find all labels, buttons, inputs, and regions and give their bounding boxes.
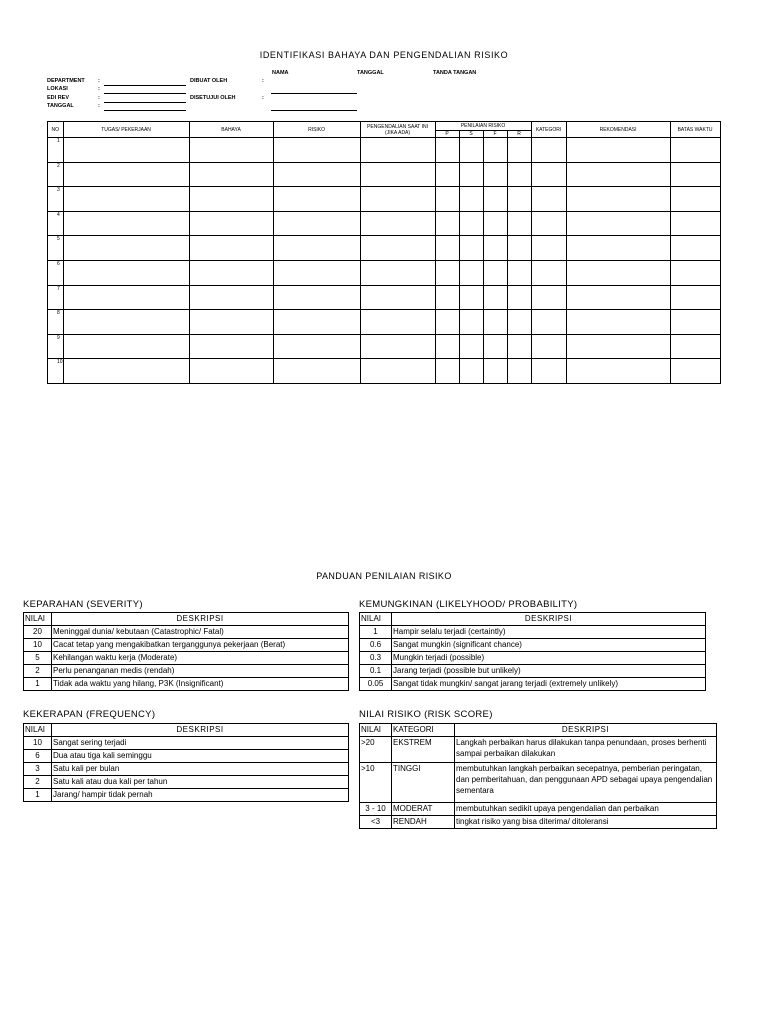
cell-s[interactable] — [459, 162, 483, 187]
frequency-col-deskripsi: DESKRIPSI — [52, 724, 349, 737]
severity-col-deskripsi: DESKRIPSI — [52, 613, 349, 626]
cell-pengendalian[interactable] — [360, 285, 435, 310]
cell-r[interactable] — [507, 334, 531, 359]
cell-r[interactable] — [507, 236, 531, 261]
score-kategori: EKSTREM — [392, 737, 455, 763]
list-item — [360, 803, 717, 816]
cell-bahaya[interactable] — [189, 359, 273, 384]
col-header-p: P — [435, 131, 459, 138]
list-item — [360, 737, 717, 763]
cell-s[interactable] — [459, 236, 483, 261]
frequency-nilai: 10 — [24, 737, 52, 750]
severity-deskripsi: Perlu penanganan medis (rendah) — [52, 665, 349, 678]
list-item — [24, 678, 349, 691]
severity-deskripsi: Meninggal dunia/ kebutaan (Catastrophic/ Fatal) — [52, 626, 349, 639]
cell-f[interactable] — [483, 285, 507, 310]
likelihood-nilai: 1 — [360, 626, 392, 639]
cell-rekomendasi[interactable] — [566, 162, 670, 187]
cell-batas[interactable] — [670, 359, 720, 384]
cell-f[interactable] — [483, 359, 507, 384]
cell-s[interactable] — [459, 285, 483, 310]
cell-tugas[interactable] — [63, 285, 189, 310]
cell-rekomendasi[interactable] — [566, 359, 670, 384]
cell-kategori[interactable] — [531, 359, 566, 384]
score-heading: NILAI RISIKO (RISK SCORE) — [359, 709, 493, 720]
severity-nilai: 2 — [24, 665, 52, 678]
likelihood-deskripsi: Hampir selalu terjadi (certaintly) — [392, 626, 706, 639]
severity-deskripsi: Kehilangan waktu kerja (Moderate) — [52, 652, 349, 665]
cell-risiko[interactable] — [273, 310, 360, 335]
frequency-nilai: 2 — [24, 776, 52, 789]
likelihood-col-deskripsi: DESKRIPSI — [392, 613, 706, 626]
tanggal-field[interactable] — [104, 110, 186, 111]
sig-header-tanggal: TANGGAL — [357, 70, 384, 76]
cell-batas[interactable] — [670, 211, 720, 236]
list-item — [24, 789, 349, 802]
cell-p[interactable] — [435, 310, 459, 335]
row-number: 7 — [48, 285, 64, 310]
cell-r[interactable] — [507, 211, 531, 236]
cell-r[interactable] — [507, 162, 531, 187]
table-row — [48, 138, 721, 163]
cell-tugas[interactable] — [63, 260, 189, 285]
list-item — [24, 737, 349, 750]
cell-rekomendasi[interactable] — [566, 236, 670, 261]
list-item — [24, 776, 349, 789]
field-label-department: DEPARTMENT — [47, 78, 85, 84]
table-row — [48, 162, 721, 187]
col-header-no: NO — [48, 122, 64, 138]
cell-bahaya[interactable] — [189, 285, 273, 310]
field-label-dibuat-oleh: DIBUAT OLEH — [190, 78, 228, 84]
cell-pengendalian[interactable] — [360, 334, 435, 359]
cell-risiko[interactable] — [273, 162, 360, 187]
field-label-tanggal: TANGGAL — [47, 103, 74, 109]
cell-rekomendasi[interactable] — [566, 138, 670, 163]
col-header-penilaian: PENILAIAN RISIKO — [435, 122, 531, 131]
cell-r[interactable] — [507, 187, 531, 212]
cell-risiko[interactable] — [273, 187, 360, 212]
frequency-deskripsi: Satu kali per bulan — [52, 763, 349, 776]
sig-header-tanda-tangan: TANDA TANGAN — [433, 70, 477, 76]
frequency-deskripsi: Satu kali atau dua kali per tahun — [52, 776, 349, 789]
list-item — [360, 763, 717, 803]
cell-kategori[interactable] — [531, 285, 566, 310]
severity-nilai: 1 — [24, 678, 52, 691]
score-nilai: >10 — [360, 763, 392, 803]
severity-nilai: 5 — [24, 652, 52, 665]
likelihood-nilai: 0.05 — [360, 678, 392, 691]
cell-p[interactable] — [435, 260, 459, 285]
cell-kategori[interactable] — [531, 211, 566, 236]
score-col-nilai: NILAI — [360, 724, 392, 737]
score-col-deskripsi: DESKRIPSI — [455, 724, 717, 737]
list-item — [360, 652, 706, 665]
field-sep: : — [98, 103, 100, 109]
cell-f[interactable] — [483, 138, 507, 163]
score-deskripsi: membutuhkan langkah perbaikan secepatnya, pemberian peringatan, dan pemberitahuan, dan penggunaan APD sebagai upaya pengendalian sementara — [455, 763, 717, 803]
col-header-rekomendasi: REKOMENDASI — [566, 122, 670, 138]
cell-rekomendasi[interactable] — [566, 334, 670, 359]
cell-tugas[interactable] — [63, 310, 189, 335]
list-item — [360, 639, 706, 652]
cell-rekomendasi[interactable] — [566, 211, 670, 236]
cell-pengendalian[interactable] — [360, 310, 435, 335]
table-row — [48, 359, 721, 384]
cell-pengendalian[interactable] — [360, 236, 435, 261]
cell-pengendalian[interactable] — [360, 162, 435, 187]
cell-kategori[interactable] — [531, 236, 566, 261]
cell-p[interactable] — [435, 162, 459, 187]
lokasi-field[interactable] — [104, 93, 186, 94]
col-header-r: R — [507, 131, 531, 138]
cell-kategori[interactable] — [531, 260, 566, 285]
col-header-risiko: RISIKO — [273, 122, 360, 138]
list-item — [360, 678, 706, 691]
col-header-pengendalian: PENGENDALIAN SAAT INI (JIKA ADA) — [360, 122, 435, 138]
frequency-deskripsi: Sangat sering terjadi — [52, 737, 349, 750]
field-sep: : — [262, 95, 264, 101]
cell-p[interactable] — [435, 285, 459, 310]
likelihood-deskripsi: Sangat tidak mungkin/ sangat jarang terjadi (extremely unlikely) — [392, 678, 706, 691]
cell-batas[interactable] — [670, 260, 720, 285]
form-title: IDENTIFIKASI BAHAYA DAN PENGENDALIAN RISIKO — [259, 50, 509, 60]
col-header-f: F — [483, 131, 507, 138]
score-nilai: <3 — [360, 816, 392, 829]
dibuat-oleh-field[interactable] — [271, 93, 357, 94]
cell-kategori[interactable] — [531, 138, 566, 163]
likelihood-deskripsi: Sangat mungkin (significant chance) — [392, 639, 706, 652]
likelihood-deskripsi: Mungkin terjadi (possible) — [392, 652, 706, 665]
likelihood-col-nilai: NILAI — [360, 613, 392, 626]
cell-s[interactable] — [459, 260, 483, 285]
likelihood-nilai: 0.3 — [360, 652, 392, 665]
score-nilai: >20 — [360, 737, 392, 763]
row-number: 9 — [48, 334, 64, 359]
cell-r[interactable] — [507, 359, 531, 384]
cell-rekomendasi[interactable] — [566, 310, 670, 335]
table-row — [48, 334, 721, 359]
cell-batas[interactable] — [670, 334, 720, 359]
cell-bahaya[interactable] — [189, 162, 273, 187]
cell-s[interactable] — [459, 138, 483, 163]
col-header-kategori: KATEGORI — [531, 122, 566, 138]
cell-batas[interactable] — [670, 138, 720, 163]
frequency-nilai: 3 — [24, 763, 52, 776]
cell-pengendalian[interactable] — [360, 359, 435, 384]
cell-risiko[interactable] — [273, 236, 360, 261]
cell-batas[interactable] — [670, 162, 720, 187]
cell-kategori[interactable] — [531, 334, 566, 359]
score-nilai: 3 - 10 — [360, 803, 392, 816]
cell-r[interactable] — [507, 310, 531, 335]
cell-f[interactable] — [483, 260, 507, 285]
cell-kategori[interactable] — [531, 187, 566, 212]
frequency-table — [23, 723, 349, 802]
table-row — [48, 211, 721, 236]
field-sep: : — [98, 78, 100, 84]
cell-s[interactable] — [459, 211, 483, 236]
severity-deskripsi: Tidak ada waktu yang hilang, P3K (Insignificant) — [52, 678, 349, 691]
cell-risiko[interactable] — [273, 334, 360, 359]
list-item — [360, 665, 706, 678]
row-number: 1 — [48, 138, 64, 163]
table-row — [48, 187, 721, 212]
cell-tugas[interactable] — [63, 236, 189, 261]
field-sep: : — [262, 78, 264, 84]
edi-rev-field[interactable] — [104, 102, 186, 103]
list-item — [24, 665, 349, 678]
field-sep: : — [98, 95, 100, 101]
cell-s[interactable] — [459, 310, 483, 335]
severity-nilai: 20 — [24, 626, 52, 639]
frequency-nilai: 1 — [24, 789, 52, 802]
score-kategori: RENDAH — [392, 816, 455, 829]
col-header-s: S — [459, 131, 483, 138]
cell-p[interactable] — [435, 138, 459, 163]
cell-rekomendasi[interactable] — [566, 187, 670, 212]
risk-assessment-table — [47, 121, 721, 384]
cell-batas[interactable] — [670, 236, 720, 261]
cell-risiko[interactable] — [273, 138, 360, 163]
col-header-bahaya: BAHAYA — [189, 122, 273, 138]
col-header-batas-waktu: BATAS WAKTU — [670, 122, 720, 138]
cell-risiko[interactable] — [273, 211, 360, 236]
cell-f[interactable] — [483, 334, 507, 359]
field-label-disetujui-oleh: DISETUJUI OLEH — [190, 95, 236, 101]
list-item — [360, 626, 706, 639]
cell-s[interactable] — [459, 187, 483, 212]
cell-pengendalian[interactable] — [360, 211, 435, 236]
cell-tugas[interactable] — [63, 162, 189, 187]
cell-bahaya[interactable] — [189, 138, 273, 163]
severity-table — [23, 612, 349, 691]
severity-nilai: 10 — [24, 639, 52, 652]
table-row — [48, 236, 721, 261]
row-number: 2 — [48, 162, 64, 187]
cell-s[interactable] — [459, 334, 483, 359]
field-label-lokasi: LOKASI — [47, 86, 68, 92]
cell-bahaya[interactable] — [189, 187, 273, 212]
likelihood-nilai: 0.1 — [360, 665, 392, 678]
list-item — [24, 750, 349, 763]
score-table — [359, 723, 717, 829]
row-number: 3 — [48, 187, 64, 212]
cell-rekomendasi[interactable] — [566, 260, 670, 285]
cell-bahaya[interactable] — [189, 334, 273, 359]
disetujui-oleh-field[interactable] — [271, 110, 357, 111]
row-number: 8 — [48, 310, 64, 335]
row-number: 4 — [48, 211, 64, 236]
cell-p[interactable] — [435, 211, 459, 236]
cell-pengendalian[interactable] — [360, 260, 435, 285]
frequency-nilai: 6 — [24, 750, 52, 763]
frequency-deskripsi: Dua atau tiga kali seminggu — [52, 750, 349, 763]
cell-r[interactable] — [507, 260, 531, 285]
likelihood-table — [359, 612, 706, 691]
list-item — [360, 816, 717, 829]
cell-tugas[interactable] — [63, 359, 189, 384]
cell-f[interactable] — [483, 310, 507, 335]
frequency-deskripsi: Jarang/ hampir tidak pernah — [52, 789, 349, 802]
department-field[interactable] — [104, 85, 186, 86]
field-label-edi-rev: EDI REV — [47, 95, 70, 101]
cell-bahaya[interactable] — [189, 310, 273, 335]
cell-pengendalian[interactable] — [360, 187, 435, 212]
frequency-col-nilai: NILAI — [24, 724, 52, 737]
cell-rekomendasi[interactable] — [566, 285, 670, 310]
cell-p[interactable] — [435, 359, 459, 384]
row-number: 5 — [48, 236, 64, 261]
cell-batas[interactable] — [670, 310, 720, 335]
cell-tugas[interactable] — [63, 138, 189, 163]
cell-p[interactable] — [435, 236, 459, 261]
cell-r[interactable] — [507, 138, 531, 163]
score-deskripsi: tingkat risiko yang bisa diterima/ ditoleransi — [455, 816, 717, 829]
cell-f[interactable] — [483, 236, 507, 261]
cell-f[interactable] — [483, 162, 507, 187]
col-header-tugas: TUGAS/ PEKERJAAN — [63, 122, 189, 138]
likelihood-nilai: 0.6 — [360, 639, 392, 652]
score-kategori: MODERAT — [392, 803, 455, 816]
cell-tugas[interactable] — [63, 334, 189, 359]
table-row — [48, 310, 721, 335]
cell-s[interactable] — [459, 359, 483, 384]
cell-r[interactable] — [507, 285, 531, 310]
list-item — [24, 626, 349, 639]
table-row — [48, 285, 721, 310]
frequency-heading: KEKERAPAN (FREQUENCY) — [23, 709, 156, 720]
cell-p[interactable] — [435, 187, 459, 212]
cell-batas[interactable] — [670, 285, 720, 310]
cell-bahaya[interactable] — [189, 236, 273, 261]
cell-risiko[interactable] — [273, 285, 360, 310]
severity-deskripsi: Cacat tetap yang mengakibatkan terganggunya pekerjaan (Berat) — [52, 639, 349, 652]
row-number: 10 — [48, 359, 64, 384]
list-item — [24, 652, 349, 665]
cell-risiko[interactable] — [273, 359, 360, 384]
cell-kategori[interactable] — [531, 310, 566, 335]
severity-heading: KEPARAHAN (SEVERITY) — [23, 599, 143, 610]
field-sep: : — [98, 86, 100, 92]
list-item — [24, 763, 349, 776]
score-deskripsi: Langkah perbaikan harus dilakukan tanpa penundaan, proses berhenti sampai perbaikan dilakukan — [455, 737, 717, 763]
list-item — [24, 639, 349, 652]
row-number: 6 — [48, 260, 64, 285]
cell-bahaya[interactable] — [189, 260, 273, 285]
severity-col-nilai: NILAI — [24, 613, 52, 626]
cell-batas[interactable] — [670, 187, 720, 212]
guide-title: PANDUAN PENILAIAN RISIKO — [316, 571, 452, 581]
cell-tugas[interactable] — [63, 187, 189, 212]
cell-p[interactable] — [435, 334, 459, 359]
cell-pengendalian[interactable] — [360, 138, 435, 163]
score-deskripsi: membutuhkan sedikit upaya pengendalian dan perbaikan — [455, 803, 717, 816]
cell-f[interactable] — [483, 187, 507, 212]
cell-tugas[interactable] — [63, 211, 189, 236]
sig-header-nama: NAMA — [272, 70, 289, 76]
score-col-kategori: KATEGORI — [392, 724, 455, 737]
cell-f[interactable] — [483, 211, 507, 236]
cell-risiko[interactable] — [273, 260, 360, 285]
score-kategori: TINGGI — [392, 763, 455, 803]
cell-kategori[interactable] — [531, 162, 566, 187]
likelihood-heading: KEMUNGKINAN (LIKELYHOOD/ PROBABILITY) — [359, 599, 578, 610]
cell-bahaya[interactable] — [189, 211, 273, 236]
table-row — [48, 260, 721, 285]
likelihood-deskripsi: Jarang terjadi (possible but unlikely) — [392, 665, 706, 678]
